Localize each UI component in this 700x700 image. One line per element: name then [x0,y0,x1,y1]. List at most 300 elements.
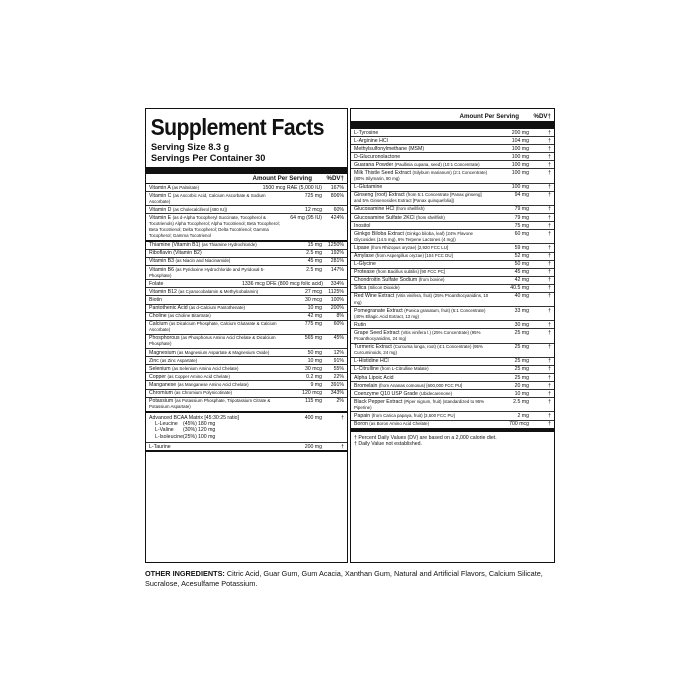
nutrient-label: Folate [149,280,164,287]
nutrient-dv: 1250% [327,242,344,249]
nutrient-label: L-Glycine [354,261,376,268]
nutrient-source: (as Magnesium Aspartate & Magnesium Oxide) [177,349,270,355]
nutrient-name [149,250,284,256]
bcaa-item [149,434,284,440]
nutrient-label: Vitamin C [149,192,172,199]
nutrient-row [351,421,554,430]
nutrient-row [146,280,347,288]
nutrient-amount: 1336 mcg DFE (800 mcg folic acid) [242,280,324,287]
nutrient-label: L-Tyrosine [354,129,379,136]
nutrient-source: (from Rhizopus oryzae) [2,920 FCC LU] [370,244,449,250]
nutrient-label: Vitamin A [149,184,171,191]
nutrient-dv: 100% [330,296,344,303]
nutrient-source: (from bovine) [418,277,445,283]
nutrient-dv: 45% [333,335,344,342]
nutrient-dv: 343% [330,390,344,397]
nutrient-row [351,307,554,321]
nutrient-name [149,335,284,347]
bcaa-item-amount: 120 mg [198,427,216,434]
right-nutrient-list [351,129,554,430]
nutrient-dv: † [548,398,551,405]
nutrient-name [354,358,491,364]
nutrient-amount: 20 mg [514,382,529,389]
nutrient-source: (from shellfish) [416,214,445,220]
nutrient-amount: 100 mg [511,161,529,168]
nutrient-dv: † [548,358,551,365]
nutrient-dv: 1125% [328,288,344,295]
nutrient-name [354,215,491,221]
nutrient-name [354,308,491,320]
nutrient-dv: † [548,269,551,276]
nutrient-name [354,383,491,389]
nutrient-name [354,223,491,229]
nutrient-dv: † [548,214,551,221]
nutrient-row [146,206,347,214]
nutrient-name [354,391,491,397]
footnote-dv: † Percent Daily Values (DV) are based on a 2,000 calorie diet. [354,434,497,441]
nutrient-row [146,184,347,192]
nutrient-row [351,244,554,252]
nutrient-name [149,305,284,311]
nutrient-amount: 40 mg [514,293,529,300]
nutrient-row [146,296,347,304]
nutrient-amount: 10 mg [307,357,322,364]
nutrient-row [351,153,554,161]
nutrient-row [351,145,554,153]
nutrient-source: (Ginkgo biloba, leaf) (24% Flavone Glycosides (14.5 mg), 6% Terpene Lactones (4 mg)) [354,230,473,242]
nutrient-row [146,214,347,241]
nutrient-name [354,344,491,356]
nutrient-dv: 91% [333,357,344,364]
nutrient-name [354,285,491,291]
nutrient-label: Ginseng (root) Extract [354,192,405,199]
nutrient-name [149,398,284,410]
nutrient-amount: 725 mg [304,192,322,199]
nutrient-name [354,206,491,212]
nutrient-source: (as Zinc Aspartate) [160,357,198,363]
nutrient-source: (from L-Citrulline Malate) [380,366,429,372]
nutrient-dv: † [548,161,551,168]
nutrient-amount: 120 mcg [302,390,322,397]
nutrient-name [354,375,491,381]
nutrient-label: Rutin [354,321,367,328]
nutrient-label: L-Citrulline [354,366,379,373]
nutrient-row [146,250,347,258]
nutrient-source: (as Cyanocobalamin & Methylcobalamin) [178,288,259,294]
servings-per-container: Servings Per Container 30 [151,153,266,163]
nutrient-dv: 60% [333,321,344,328]
nutrient-amount: 15 mg [307,242,322,249]
nutrient-amount: 0.2 mg [306,373,322,380]
nutrient-amount: 12 mcg [304,206,322,213]
nutrient-amount: 25 mg [514,329,529,336]
nutrient-amount: 30 mg [514,321,529,328]
nutrient-row [351,137,554,145]
nutrient-source: (as Choline Bitartrate) [168,313,211,319]
nutrient-source: (Curcuma longa, root) (4:1 Concentrate) (95% Curcuminoids, 24 mg) [354,344,483,356]
nutrient-label: Alpha Lipoic Acid [354,374,394,381]
nutrient-amount: 10 mg [307,305,322,311]
nutrient-label: L-Arginine HCl [354,137,388,144]
nutrient-row [146,288,347,296]
bcaa-item-name: L-Valine [155,427,174,434]
nutrient-dv: 200% [330,305,344,311]
nutrient-label: Calcium [149,321,168,328]
nutrient-source: (as d-Calcium Pantothenate) [189,305,245,310]
nutrient-amount: 10 mg [514,390,529,397]
nutrient-amount: 79 mg [514,214,529,221]
nutrient-amount: 64 mg (95 IU) [290,214,322,221]
nutrient-dv: 12% [333,349,344,356]
nutrient-row [351,293,554,307]
nutrient-name [149,242,284,248]
nutrient-source: (Paullinia cupana, seed) (10:1 Concentrate) [394,161,480,167]
nutrient-row [146,390,347,398]
amount-header-right: Amount Per Serving [459,113,519,120]
footnotes [351,430,554,451]
nutrient-amount: 9 mg [310,381,322,388]
panel-title: Supplement Facts [150,114,325,140]
nutrient-row [351,269,554,277]
nutrient-amount: 42 mg [514,277,529,284]
nutrient-row [351,390,554,398]
nutrient-row [146,365,347,373]
nutrient-amount: 100 mg [511,153,529,160]
nutrient-name [354,330,491,342]
nutrient-dv: 424% [330,214,344,221]
nutrient-dv: † [548,206,551,213]
nutrient-amount: 94 mg [514,192,529,199]
nutrient-dv: † [548,253,551,259]
nutrient-name [149,374,284,380]
nutrient-label: Bromelain [354,382,378,389]
nutrient-amount: 45 mg [307,258,322,265]
nutrient-source: (from Aspergillus oryzae) [104 FCC DU] [375,253,453,258]
nutrient-dv: 391% [330,381,344,388]
other-ingredients-label: OTHER INGREDIENTS: [145,569,225,578]
taurine-amount: 200 mg [304,443,322,450]
nutrient-name [149,289,284,295]
nutrient-amount: 45 mg [514,269,529,276]
nutrient-row [351,169,554,183]
nutrient-name [149,281,242,287]
nutrient-name [354,322,491,328]
nutrient-name [354,245,491,251]
nutrient-name [149,358,284,364]
nutrient-source: (as Phosphorus Amino Acid Chelate & Dicalcium Phosphate) [149,335,276,347]
nutrient-row [351,358,554,366]
nutrient-amount: 30 mcg [304,296,322,303]
nutrient-dv: 334% [330,280,344,287]
nutrient-amount: 60 mg [514,230,529,237]
nutrient-dv: † [548,169,551,176]
nutrient-dv: † [548,321,551,328]
nutrient-row [351,412,554,420]
nutrient-source: (Vitis vinifera l.) (25% Concentrate) (95% Proanthocyanidins, 24 mg) [354,329,481,342]
nutrient-row [351,222,554,230]
nutrient-dv: † [548,244,551,251]
nutrient-row [351,366,554,374]
nutrient-name [354,253,491,259]
nutrient-row [351,382,554,390]
dv-header: %DV† [326,175,344,182]
nutrient-row [351,321,554,329]
nutrient-amount: 33 mg [514,307,529,314]
nutrient-label: L-Glutamine [354,184,383,191]
nutrient-label: Vitamin B6 [149,266,174,273]
nutrient-amount: 25 mg [514,358,529,365]
nutrient-dv: † [548,366,551,373]
nutrient-row [351,192,554,206]
nutrient-name [354,138,491,144]
bcaa-item-amount: 100 mg [198,433,216,440]
other-ingredients-text: Citric Acid, Guar Gum, Gum Acacia, Xanthan Gum, Natural and Artificial Flavors, Calcium Silicate, Sucralose, Acesulfame Potassium. [145,569,543,588]
nutrient-label: Magnesium [149,349,176,356]
nutrient-dv: 8% [336,313,344,320]
nutrient-label: Chromium [149,390,173,397]
nutrient-source: (Silicon Dioxide) [367,285,400,291]
nutrient-source: (as Palmitate) [171,184,200,190]
nutrient-source: (as Ascorbic Acid, Calcium Ascorbate & Sodium Ascorbate) [149,192,266,204]
nutrient-amount: 75 mg [514,222,529,229]
nutrient-name [149,297,284,303]
nutrient-row [146,398,347,413]
nutrient-name [149,390,284,396]
nutrient-amount: 104 mg [511,137,529,144]
nutrient-dv: † [548,222,551,229]
amount-header: Amount Per Serving [252,175,312,182]
bcaa-item-pct: (25%) [183,433,197,440]
nutrient-name [354,399,491,411]
bcaa-amount: 400 mg [304,414,322,421]
nutrient-amount: 59 mg [514,244,529,251]
nutrient-source: (as Chromium Polynicotinate) [174,390,232,396]
nutrient-label: Ginkgo Biloba Extract [354,230,404,237]
nutrient-name [354,277,491,283]
nutrient-source: (as d-Alpha Tocopheryl Succinate, Tocopherol & Tocotrienols) Alpha Tocopherol; Alpha Tocotrienol; Beta Tocopherol; Beta Tocotrienol; Delta Tocopherol; Delta Tocotrienol; Gamma Tocopherol; Gamma Tocotrienol [149,214,280,239]
nutrient-row [351,253,554,261]
bcaa-item-pct: (30%) [183,427,197,434]
nutrient-dv: 281% [330,258,344,265]
nutrient-amount: 775 mg [304,321,322,328]
nutrient-source: (as Selenium Amino Acid Chelate) [172,365,239,371]
nutrient-row [146,321,347,335]
nutrient-source: (as Cholecalciferol [480 IU]) [172,206,228,212]
nutrient-source: (from 5:1 Concentrate [Panax ginseng] and 5% Ginsenosides Extract [Panax quinquefolia]) [354,192,482,204]
nutrient-source: (as Thiamine Hydrochloride) [201,242,257,248]
nutrient-source: (Silybum marianum) (2:1 Concentrate) (80% Silymarin, 80 mg) [354,169,488,182]
nutrient-dv: † [548,344,551,351]
nutrient-name [354,192,491,204]
nutrient-amount: 52 mg [514,253,529,259]
nutrient-source: (Punica granatum, fruit) (5:1 Concentrate) (40% Ellagic Acid Extract, 13 mg) [354,307,486,319]
nutrient-name [149,267,284,279]
bcaa-item-amount: 180 mg [198,421,216,428]
nutrient-row [146,258,347,266]
nutrient-dv: † [548,145,551,152]
nutrient-dv: 167% [330,184,344,191]
nutrient-dv: 147% [330,266,344,273]
nutrient-dv: † [548,129,551,136]
nutrient-label: Milk Thistle Seed Extract [354,169,411,176]
nutrient-name [354,146,491,152]
header-divider [146,167,347,174]
nutrient-dv: † [548,230,551,237]
nutrient-name [354,269,491,275]
nutrient-label: Copper [149,373,167,380]
nutrient-source: (from Ananas comosus) [600,000 FCC PU] [378,382,463,388]
nutrient-amount: 565 mg [304,335,322,342]
bcaa-name: Advanced BCAA Matrix [45:30:25 ratio] [149,414,239,421]
nutrient-amount: 50 mg [307,349,322,356]
nutrient-label: Inositol [354,222,371,229]
nutrient-label: Black Pepper Extract [354,398,403,405]
nutrient-name [354,130,491,136]
nutrient-row [351,277,554,285]
nutrient-row [351,329,554,343]
nutrient-amount: 50 mg [514,261,529,268]
bcaa-item-name: L-Leucine [155,421,178,428]
nutrient-label: Biotin [149,296,162,303]
nutrient-name [149,258,284,264]
nutrient-source: (from Bacillus subtilis) [90 FCC PC] [376,269,446,275]
nutrient-source: (from Carica papaya, fruit) [3,500 FCC PU] [371,412,455,418]
nutrient-name [354,231,491,243]
bcaa-item-name: L-Isoleucine [155,433,183,440]
nutrient-name [149,215,284,239]
nutrient-dv: † [548,307,551,314]
bcaa-item-pct: (45%) [183,421,197,428]
nutrient-label: Methylsulfonylmethane (MSM) [354,145,425,152]
nutrient-label: Chondroitin Sulfate Sodium [354,277,418,284]
nutrient-dv: 60% [333,206,344,213]
nutrient-label: Phosphorous [149,335,180,342]
header-divider-right [351,122,554,129]
nutrient-row [146,335,347,349]
nutrient-amount: 25 mg [514,344,529,351]
nutrient-dv: † [548,137,551,144]
nutrient-row [146,357,347,365]
nutrient-dv: † [548,421,551,428]
nutrient-amount: 2.5 mg [513,398,529,405]
nutrient-dv: † [548,277,551,284]
nutrient-amount: 42 mg [307,313,322,320]
nutrient-amount: 100 mg [511,169,529,176]
bcaa-items [149,421,284,440]
nutrient-dv: 55% [333,365,344,372]
nutrient-row [146,305,347,313]
nutrient-label: Vitamin B12 [149,288,177,295]
nutrient-label: Manganese [149,381,177,388]
nutrient-amount: 100 mg [511,184,529,191]
nutrient-label: L-Histidine HCl [354,358,389,365]
nutrient-source: (as Boron Amino Acid Chelate) [369,421,430,427]
nutrient-amount: 700 mcg [509,421,529,428]
nutrient-amount: 115 mg [305,398,322,405]
nutrient-label: Riboflavin (Vitamin B2) [149,250,202,257]
nutrient-amount: 25 mg [514,374,529,381]
nutrient-label: Guarana Powder [354,161,394,168]
nutrient-label: Selenium [149,365,171,372]
nutrient-amount: 2 mg [517,412,529,419]
nutrient-name [149,207,284,213]
nutrient-label: Silica [354,285,367,292]
nutrient-amount: 100 mg [511,145,529,152]
nutrient-dv: 22% [333,373,344,380]
nutrient-dv: † [548,412,551,419]
nutrient-label: Amylase [354,253,374,259]
nutrient-label: D-Glucuronolactone [354,153,401,160]
nutrient-source: (as Manganese Amino Acid Chelate) [177,381,249,387]
nutrient-row [351,129,554,137]
nutrient-row [351,261,554,269]
nutrient-row [351,285,554,293]
nutrient-source: (as Pyridoxine Hydrochloride and Pyridoxal 5-Phosphate) [149,266,265,278]
bcaa-dv: † [341,414,344,421]
nutrient-label: Vitamin E [149,214,172,221]
nutrient-source: (as Niacin and Niacinamide) [175,258,231,264]
nutrient-label: Lipase [354,244,370,251]
nutrient-label: Coenzyme Q10 USP Grade [354,390,418,397]
nutrient-dv: 2% [336,398,344,405]
taurine-name: L-Taurine [149,443,171,450]
nutrient-row [351,398,554,412]
nutrient-dv: † [548,293,551,300]
nutrient-dv: 192% [330,250,344,257]
nutrient-amount: 2.5 mg [306,250,322,257]
nutrient-amount: 27 mcg [304,288,322,295]
footnote-not-established: † Daily Value not established. [354,440,422,447]
nutrient-source: (as Potassium Phosphate, Tripotassium Citrate & Potassium Aspartate) [149,398,271,410]
nutrient-label: Vitamin D [149,206,172,213]
dv-header-right: %DV† [533,113,551,120]
nutrient-dv: 806% [330,192,344,199]
nutrient-amount: 200 mg [511,129,529,136]
serving-size: Serving Size 8.3 g [151,142,230,152]
nutrient-name [354,413,491,419]
taurine-row [146,443,347,452]
nutrient-label: Choline [149,313,167,320]
nutrient-row [351,206,554,214]
nutrient-label: Glucosamine HCl [354,206,395,213]
nutrient-amount: 30 mcg [304,365,322,372]
nutrient-name [149,382,284,388]
nutrient-row [146,266,347,280]
nutrient-dv: † [548,285,551,292]
nutrient-label: Vitamin B3 [149,258,174,265]
nutrient-amount: 79 mg [514,206,529,213]
column-header-right [351,112,554,122]
nutrient-label: Thiamine (Vitamin B1) [149,242,201,249]
nutrient-source: (as Copper Amino Acid Chelate) [167,373,230,379]
nutrient-name [354,162,491,168]
nutrient-name [149,366,284,372]
nutrient-dv: † [548,153,551,160]
nutrient-source: (Ubidecarenone) [419,390,453,396]
nutrient-amount: 25 mg [514,366,529,373]
nutrient-name [354,421,491,427]
nutrient-row [351,344,554,358]
nutrient-dv: † [548,192,551,199]
right-facts-panel [350,108,555,563]
nutrient-label: Boron [354,421,368,428]
nutrient-row [146,373,347,381]
nutrient-dv: † [548,329,551,336]
nutrient-name [354,184,491,190]
left-facts-panel [145,108,348,563]
nutrient-row [146,192,347,206]
nutrient-label: Grape Seed Extract [354,329,400,336]
